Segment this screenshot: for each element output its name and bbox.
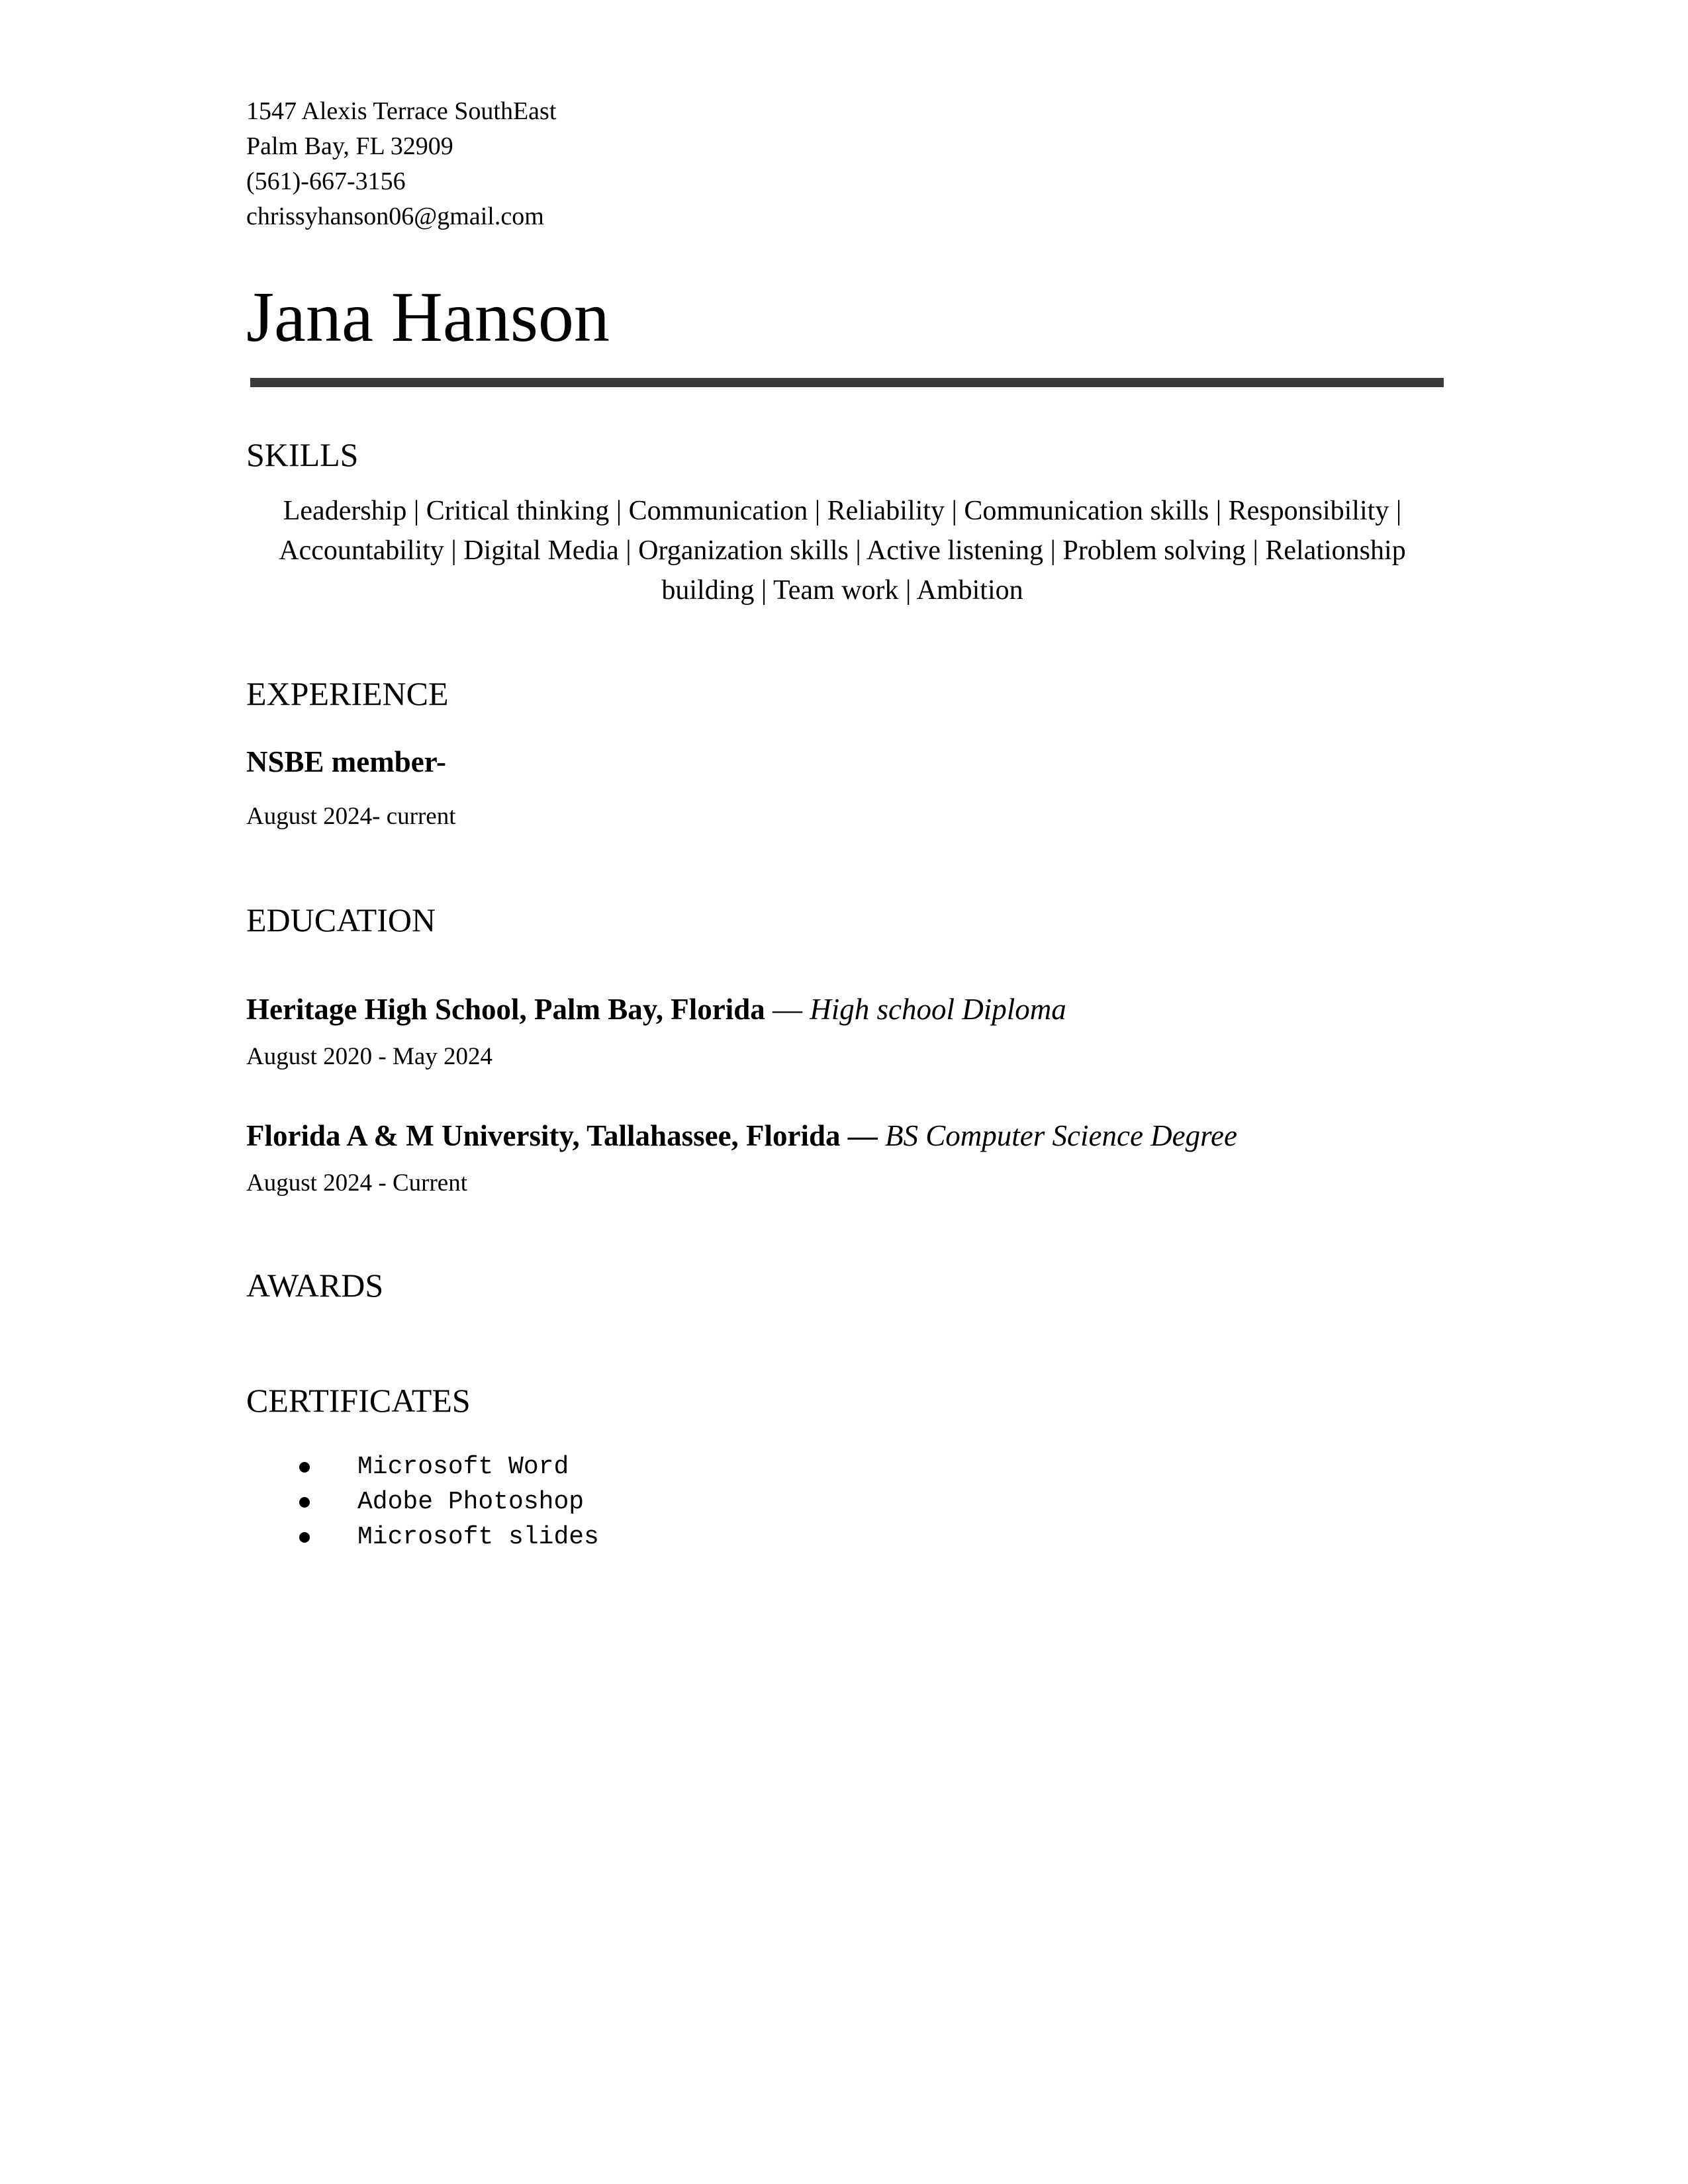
address-line-1: 1547 Alexis Terrace SouthEast — [246, 97, 557, 125]
list-item — [246, 1484, 599, 1520]
awards-heading: AWARDS — [246, 1267, 384, 1304]
certificate-name: Adobe Photoshop — [357, 1488, 585, 1516]
candidate-name: Jana Hanson — [246, 278, 610, 357]
list-item — [246, 1520, 599, 1555]
address-line-2: Palm Bay, FL 32909 — [246, 132, 453, 160]
bullet-icon — [299, 1497, 310, 1508]
contact-block — [246, 94, 556, 234]
email-address: chrissyhanson06@gmail.com — [246, 203, 544, 230]
certificates-list — [246, 1449, 599, 1555]
education-entry-1 — [246, 991, 1066, 1028]
header-divider — [250, 378, 1444, 387]
certificate-name: Microsoft slides — [357, 1523, 599, 1551]
skills-list: Leadership | Critical thinking | Communication | Reliability | Communication skills | Responsibility | Accountability | Digital Media | Organization skills | Active listening | Problem solving | Relationship building | Team work | Ambition — [279, 496, 1406, 606]
certificate-name: Microsoft Word — [357, 1453, 569, 1481]
education-school-2: Florida A & M University, Tallahassee, Florida — — [246, 1119, 886, 1152]
list-item — [246, 1449, 599, 1484]
experience-role: NSBE member- — [246, 745, 447, 778]
certificates-heading: CERTIFICATES — [246, 1382, 471, 1419]
experience-heading: EXPERIENCE — [246, 675, 449, 712]
education-dates-1: August 2020 - May 2024 — [246, 1043, 493, 1070]
education-school-1: Heritage High School, Palm Bay, Florida — [246, 993, 773, 1026]
education-entry-2 — [246, 1117, 1237, 1154]
experience-dates: August 2024- current — [246, 803, 456, 830]
education-degree-2: BS Computer Science Degree — [885, 1119, 1237, 1152]
education-degree-1: High school Diploma — [810, 993, 1066, 1026]
education-separator-1: — — [772, 993, 810, 1026]
experience-title — [246, 743, 446, 780]
skills-heading: SKILLS — [246, 436, 359, 473]
education-dates-2: August 2024 - Current — [246, 1169, 467, 1197]
education-heading: EDUCATION — [246, 901, 436, 938]
bullet-icon — [299, 1532, 310, 1543]
phone-number: (561)-667-3156 — [246, 167, 406, 195]
bullet-icon — [299, 1462, 310, 1473]
